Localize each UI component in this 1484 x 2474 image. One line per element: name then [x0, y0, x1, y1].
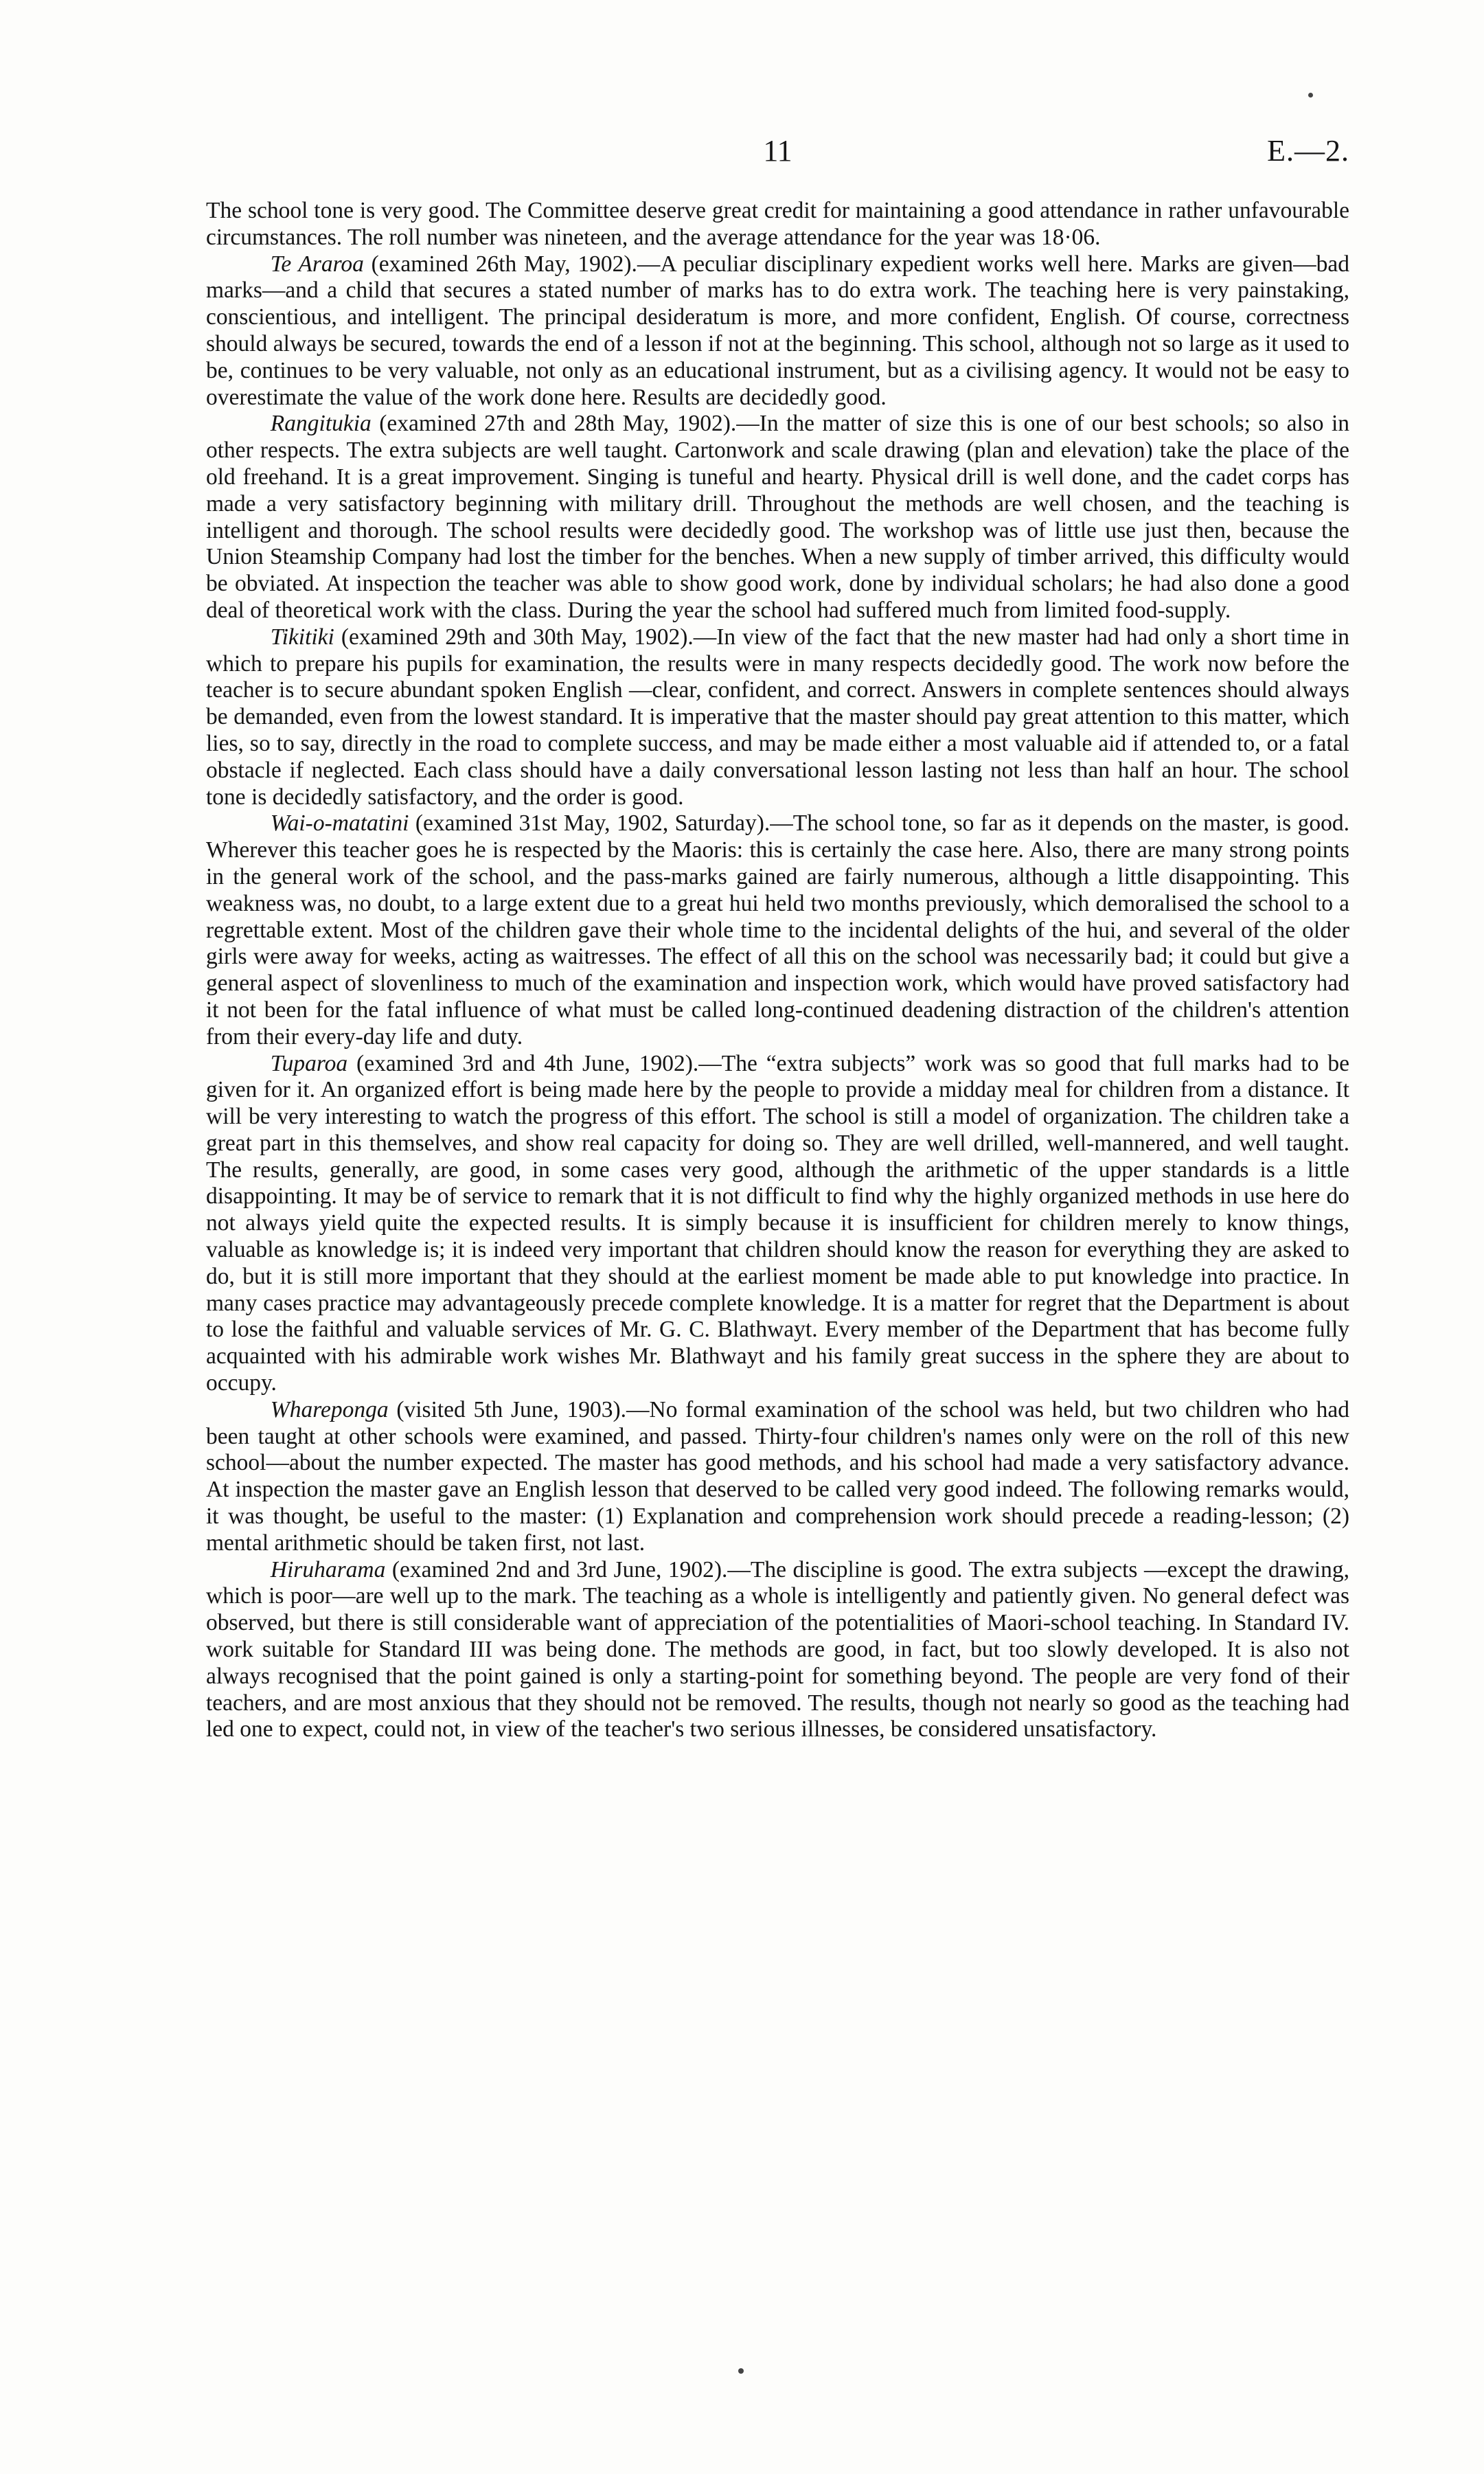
- document-code: E.—2.: [1267, 134, 1349, 168]
- scan-speck: [1308, 93, 1313, 98]
- paragraph-text: (examined 26th May, 1902).—A peculiar disciplinary expedient works well here. Marks are given—bad marks—and a child that secures a stated number of marks has to do extra work. The teaching here is very painstaking, conscientious, and intelligent. The principal desideratum is more, and more confident, English. Of course, correctness should always be secured, towards the end of a lesson if not at the beginning. This school, although not so large as it used to be, continues to be very valuable, not only as an educational instrument, but as a civilising agency. It would not be easy to overestimate the value of the work done here. Results are decidedly good.: [206, 251, 1349, 410]
- school-name: Wai-o-matatini: [270, 810, 409, 837]
- school-name: Whareponga: [270, 1396, 389, 1422]
- paragraph-text: (visited 5th June, 1903).—No formal examination of the school was held, but two children who had been taught at other schools were examined, and passed. Thirty-four children's names only were on the roll of this new school—about the number expected. The master has good methods, and his school had made a very satisfactory advance. At inspection the master gave an English lesson that deserved to be called very good indeed. The following remarks would, it was thought, be useful to the master: (1) Explanation and comprehension work should precede a reading-lesson; (2) mental arithmetic should be taken first, not last.: [206, 1396, 1349, 1556]
- school-name: Hiruharama: [270, 1556, 386, 1582]
- paragraph-tuparoa: [206, 1051, 1349, 1397]
- school-name: Tuparoa: [270, 1050, 348, 1076]
- paragraph-text: (examined 3rd and 4th June, 1902).—The “extra subjects” work was so good that full marks had to be given for it. An organized effort is being made here by the people to provide a midday meal for children from a distance. It will be very interesting to watch the progress of this effort. The school is still a model of organization. The children take a great part in this themselves, and show real capacity for doing so. They are well drilled, well-mannered, and well taught. The results, generally, are good, in some cases very good, although the arithmetic of the upper standards is a little disappointing. It may be of service to remark that it is not difficult to find why the highly organized methods in use here do not always yield quite the expected results. It is simply because it is insufficient for children merely to know things, valuable as knowledge is; it is indeed very important that children should know the reason for everything they are asked to do, but it is still more important that they should at the earliest moment be made able to put knowledge into practice. In many cases practice may advantageously precede complete knowledge. It is a matter for regret that the Department is about to lose the faithful and valuable services of Mr. G. C. Blathwayt. Every member of the Department that has become fully acquainted with his admirable work wishes Mr. Blathwayt and his family great success in the sphere they are about to occupy.: [206, 1050, 1349, 1396]
- paragraph-text: (examined 31st May, 1902, Saturday).—The school tone, so far as it depends on the master, is good. Wherever this teacher goes he is respected by the Maoris: this is certainly the case here. Also, there are many strong points in the general work of the school, and the pass-marks gained are fairly numerous, although a little disappointing. This weakness was, no doubt, to a large extent due to a great hui held two months previously, which demoralised the school to a regrettable extent. Most of the children gave their whole time to the incidental delights of the hui, and several of the older girls were away for weeks, acting as waitresses. The effect of all this on the school was necessarily bad; it could but give a general aspect of slovenliness to much of the examination and inspection work, which would have proved satisfactory had it not been for the fatal influence of what must be called long-continued deadening distraction of the children's attention from their every-day life and duty.: [206, 810, 1349, 1049]
- paragraph-text: The school tone is very good. The Committee deserve great credit for maintaining a good attendance in rather unfavourable circumstances. The roll number was nineteen, and the average attendance for the year was 18·06.: [206, 198, 1349, 250]
- paragraph-tikitiki: [206, 624, 1349, 811]
- paragraph-wai-o-matatini: [206, 810, 1349, 1050]
- scan-speck: [738, 2368, 744, 2374]
- paragraph-te-araroa: [206, 251, 1349, 411]
- paragraph-rangitukia: [206, 411, 1349, 624]
- paragraph-whareponga: [206, 1397, 1349, 1557]
- report-body: [206, 198, 1349, 1743]
- paragraph-attendance: [206, 198, 1349, 251]
- page-header: [206, 130, 1349, 179]
- school-name: Te Araroa: [270, 251, 364, 277]
- page-number: 11: [763, 134, 792, 168]
- school-name: Tikitiki: [270, 624, 334, 650]
- school-name: Rangitukia: [270, 411, 372, 437]
- paragraph-text: (examined 2nd and 3rd June, 1902).—The discipline is good. The extra subjects —except the drawing, which is poor—are well up to the mark. The teaching as a whole is intelligently and patiently given. No general defect was observed, but there is still considerable want of appreciation of the potentialities of Maori-school teaching. In Standard IV. work suitable for Standard III was being done. The methods are good, in fact, but too slowly developed. It is also not always recognised that the point gained is only a starting-point for something beyond. The people are very fond of their teachers, and are most anxious that they should not be removed. The results, though not nearly so good as the teaching had led one to expect, could not, in view of the teacher's two serious illnesses, be considered unsatisfactory.: [206, 1556, 1349, 1743]
- paragraph-text: (examined 29th and 30th May, 1902).—In view of the fact that the new master had had only a short time in which to prepare his pupils for examination, the results were in many respects decidedly good. The work now before the teacher is to secure abundant spoken English —clear, confident, and correct. Answers in complete sentences should always be demanded, even from the lowest standard. It is imperative that the master should pay great attention to this matter, which lies, so to say, directly in the road to complete success, and may be made either a most valuable aid if attended to, or a fatal obstacle if neglected. Each class should have a daily conversational lesson lasting not less than half an hour. The school tone is decidedly satisfactory, and the order is good.: [206, 624, 1349, 810]
- paragraph-hiruharama: [206, 1557, 1349, 1744]
- paragraph-text: (examined 27th and 28th May, 1902).—In the matter of size this is one of our best schools; so also in other respects. The extra subjects are well taught. Cartonwork and scale drawing (plan and elevation) take the place of the old freehand. It is a great improvement. Singing is tuneful and hearty. Physical drill is well done, and the cadet corps has made a very satisfactory beginning with military drill. Throughout the methods are well chosen, and the teaching is intelligent and thorough. The school results were decidedly good. The workshop was of little use just then, because the Union Steamship Company had lost the timber for the benches. When a new supply of timber arrived, this difficulty would be obviated. At inspection the teacher was able to show good work, done by individual scholars; he had also done a good deal of theoretical work with the class. During the year the school had suffered much from limited food-supply.: [206, 411, 1349, 623]
